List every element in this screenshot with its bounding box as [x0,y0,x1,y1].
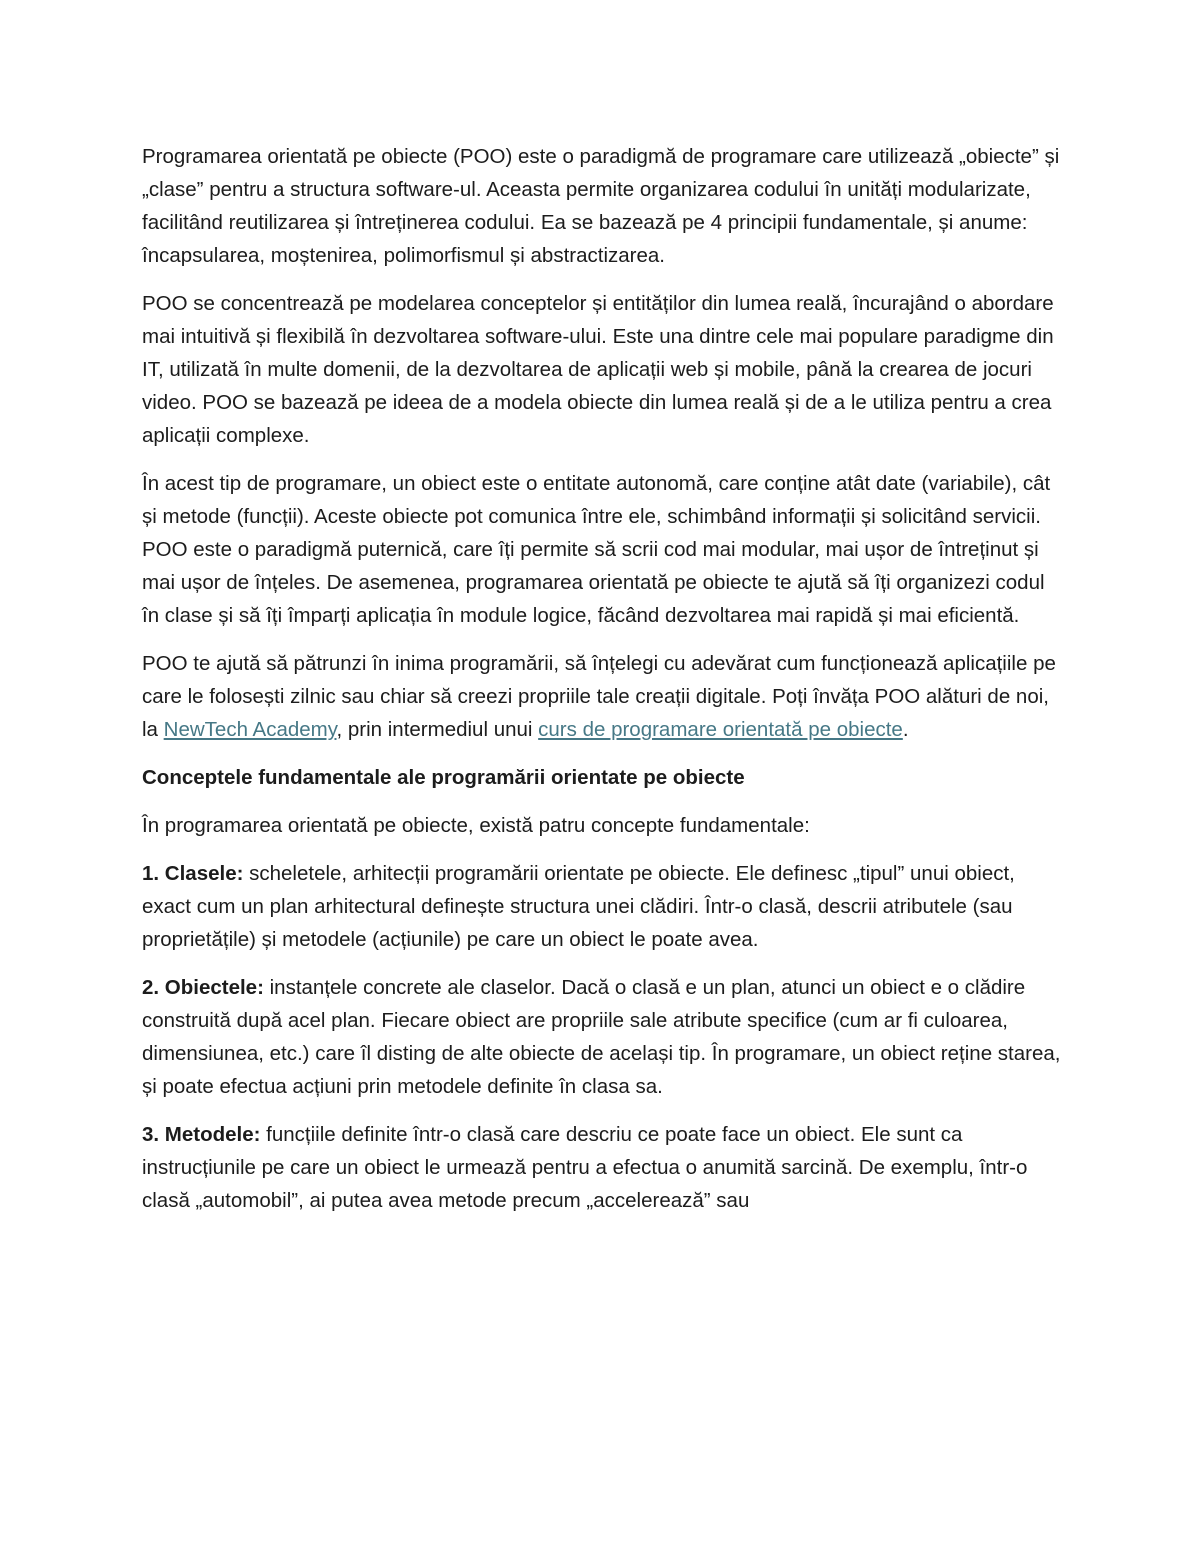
concept-text: scheletele, arhitecții programării orientate pe obiecte. Ele definesc „tipul” unui obiect, exact cum un plan arhitectural definește structura unei clădiri. Într-o clasă, descrii atributele (sau proprietățile) și metodele (acțiunile) pe care un obiect le poate avea. [142,862,1015,951]
academy-text-before: POO te ajută să pătrunzi în inima programării, să înțelegi cu adevărat cum funcționează aplicațiile pe care le folosești zilnic sau chiar să creezi propriile tale creații digitale. Poți învăța POO alături de noi, la [142,652,1056,741]
document-page [142,140,1064,1232]
concept-item-objects [142,971,1064,1103]
concept-text: instanțele concrete ale claselor. Dacă o clasă e un plan, atunci un obiect e o clădire construită după acel plan. Fiecare obiect are propriile sale atribute specifice (cum ar fi culoarea, dimensiunea, etc.) care îl disting de alte obiecte de același tip. În programare, un obiect reține starea, și poate efectua acțiuni prin metodele definite în clasa sa. [142,976,1061,1098]
newtech-academy-link[interactable]: NewTech Academy [163,718,337,741]
paragraph-object-definition: În acest tip de programare, un obiect este o entitate autonomă, care conține atât date (variabile), cât și metode (funcții). Aceste obiecte pot comunica între ele, schimbând informații și solicitând servicii. POO este o paradigmă puternică, care îți permite să scrii cod mai modular, mai ușor de întreținut și mai ușor de înțeles. De asemenea, programarea orientată pe obiecte te ajută să îți organizezi codul în clase și să îți împarți aplicația în module logice, făcând dezvoltarea mai rapidă și mai eficientă. [142,472,1051,627]
course-link[interactable]: curs de programare orientată pe obiecte [538,718,903,741]
academy-text-middle: , prin intermediul unui [336,718,539,741]
paragraph-academy [142,647,1064,746]
concept-lead: 2. Obiectele: [142,976,264,999]
concept-lead: 3. Metodele: [142,1123,261,1146]
concept-lead: 1. Clasele: [142,862,244,885]
section-heading: Conceptele fundamentale ale programării orientate pe obiecte [142,766,745,789]
concept-item-methods [142,1118,1064,1217]
concept-item-classes [142,857,1064,956]
paragraph-intro: Programarea orientată pe obiecte (POO) este o paradigmă de programare care utilizează „obiecte” și „clase” pentru a structura software-ul. Aceasta permite organizarea codului în unități modularizate, facilitând reutilizarea și întreținerea codului. Ea se bazează pe 4 principii fundamentale, și anume: încapsularea, moștenirea, polimorfismul și abstractizarea. [142,145,1060,267]
section-intro: În programarea orientată pe obiecte, există patru concepte fundamentale: [142,814,810,837]
paragraph-real-world: POO se concentrează pe modelarea conceptelor și entităților din lumea reală, încurajând o abordare mai intuitivă și flexibilă în dezvoltarea software-ului. Este una dintre cele mai populare paradigme din IT, utilizată în multe domenii, de la dezvoltarea de aplicații web și mobile, până la crearea de jocuri video. POO se bazează pe ideea de a modela obiecte din lumea reală și de a le utiliza pentru a crea aplicații complexe. [142,292,1054,447]
academy-text-after: . [902,718,909,741]
concept-text: funcțiile definite într-o clasă care descriu ce poate face un obiect. Ele sunt ca instrucțiunile pe care un obiect le urmează pentru a efectua o anumită sarcină. De exemplu, într-o clasă „automobil”, ai putea avea metode precum „accelerează” sau [142,1123,1028,1212]
